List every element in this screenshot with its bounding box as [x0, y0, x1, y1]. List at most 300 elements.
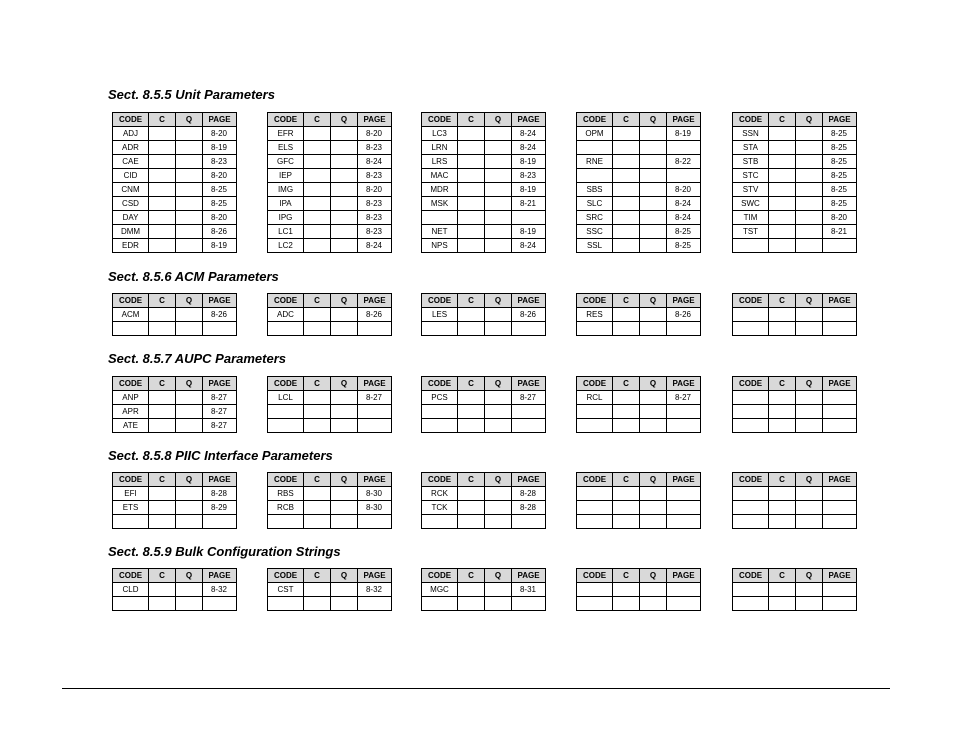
header-page: PAGE: [512, 473, 546, 487]
header-c: C: [613, 113, 640, 127]
cell-c: [304, 239, 331, 253]
table-row: [733, 419, 857, 433]
header-code: CODE: [577, 569, 613, 583]
cell-code: [422, 419, 458, 433]
cell-c: [769, 155, 796, 169]
cell-c: [304, 183, 331, 197]
cell-q: [485, 197, 512, 211]
cell-code: NET: [422, 225, 458, 239]
header-q: Q: [176, 377, 203, 391]
cell-code: [268, 322, 304, 336]
code-table: [421, 472, 546, 529]
header-q: Q: [176, 473, 203, 487]
cell-q: [176, 322, 203, 336]
cell-page: 8-26: [203, 225, 237, 239]
cell-c: [149, 141, 176, 155]
cell-code: ATE: [113, 419, 149, 433]
header-code: CODE: [577, 294, 613, 308]
header-c: C: [458, 294, 485, 308]
cell-page: 8-25: [203, 197, 237, 211]
table-header-row: [422, 294, 546, 308]
table-row: [268, 322, 392, 336]
header-c: C: [149, 377, 176, 391]
header-q: Q: [485, 294, 512, 308]
table-row: [733, 515, 857, 529]
header-c: C: [149, 569, 176, 583]
cell-page: 8-24: [667, 197, 701, 211]
table-row: [268, 405, 392, 419]
header-code: CODE: [113, 294, 149, 308]
header-page: PAGE: [823, 113, 857, 127]
table-header-row: [268, 377, 392, 391]
cell-q: [796, 419, 823, 433]
cell-code: DMM: [113, 225, 149, 239]
cell-code: [113, 597, 149, 611]
cell-c: [458, 211, 485, 225]
cell-q: [176, 419, 203, 433]
header-q: Q: [640, 294, 667, 308]
cell-q: [640, 239, 667, 253]
header-code: CODE: [422, 569, 458, 583]
header-q: Q: [640, 473, 667, 487]
cell-c: [458, 405, 485, 419]
cell-page: 8-23: [512, 169, 546, 183]
code-table: [732, 568, 857, 611]
table-row: [113, 597, 237, 611]
cell-c: [304, 487, 331, 501]
cell-code: LC1: [268, 225, 304, 239]
table-row: [113, 322, 237, 336]
cell-page: [512, 405, 546, 419]
cell-code: ANP: [113, 391, 149, 405]
cell-c: [613, 597, 640, 611]
header-page: PAGE: [667, 113, 701, 127]
header-q: Q: [796, 294, 823, 308]
table-row: [268, 597, 392, 611]
code-table: [732, 112, 857, 253]
cell-q: [176, 487, 203, 501]
table-row: [113, 419, 237, 433]
header-q: Q: [331, 569, 358, 583]
header-c: C: [458, 473, 485, 487]
table-row: [422, 391, 546, 405]
code-table: [112, 472, 237, 529]
cell-code: MGC: [422, 583, 458, 597]
cell-c: [613, 515, 640, 529]
cell-q: [485, 239, 512, 253]
cell-page: [667, 515, 701, 529]
cell-c: [149, 169, 176, 183]
table-header-row: [113, 377, 237, 391]
cell-page: 8-23: [358, 211, 392, 225]
cell-c: [149, 155, 176, 169]
table-row: [113, 583, 237, 597]
cell-page: 8-20: [203, 211, 237, 225]
code-table: [267, 568, 392, 611]
cell-page: 8-20: [203, 169, 237, 183]
cell-code: CSD: [113, 197, 149, 211]
cell-c: [613, 169, 640, 183]
cell-page: 8-25: [823, 155, 857, 169]
cell-page: [358, 405, 392, 419]
cell-c: [613, 405, 640, 419]
header-code: CODE: [577, 113, 613, 127]
header-page: PAGE: [667, 473, 701, 487]
header-page: PAGE: [823, 473, 857, 487]
table-row: [268, 391, 392, 405]
table-row: [113, 183, 237, 197]
table-row: [422, 211, 546, 225]
table-row: [733, 501, 857, 515]
header-page: PAGE: [512, 569, 546, 583]
code-table: [421, 112, 546, 253]
header-code: CODE: [733, 113, 769, 127]
cell-q: [485, 405, 512, 419]
cell-c: [769, 487, 796, 501]
cell-c: [613, 583, 640, 597]
header-code: CODE: [422, 294, 458, 308]
cell-page: 8-23: [358, 225, 392, 239]
cell-code: PCS: [422, 391, 458, 405]
table-row: [733, 322, 857, 336]
cell-page: 8-26: [203, 308, 237, 322]
table-row: [577, 183, 701, 197]
header-page: PAGE: [203, 113, 237, 127]
table-row: [422, 183, 546, 197]
table-row: [577, 239, 701, 253]
cell-q: [176, 183, 203, 197]
cell-page: 8-23: [358, 197, 392, 211]
cell-q: [331, 155, 358, 169]
header-page: PAGE: [823, 569, 857, 583]
header-c: C: [769, 377, 796, 391]
header-q: Q: [331, 294, 358, 308]
cell-c: [769, 169, 796, 183]
cell-code: [577, 419, 613, 433]
table-header-row: [422, 113, 546, 127]
table-row: [113, 405, 237, 419]
cell-c: [769, 308, 796, 322]
header-c: C: [613, 473, 640, 487]
code-table: [267, 112, 392, 253]
header-q: Q: [485, 377, 512, 391]
cell-page: [823, 597, 857, 611]
cell-page: 8-24: [358, 239, 392, 253]
table-row: [733, 169, 857, 183]
cell-q: [176, 127, 203, 141]
cell-c: [613, 197, 640, 211]
header-q: Q: [331, 377, 358, 391]
cell-q: [331, 501, 358, 515]
code-table: [732, 293, 857, 336]
header-page: PAGE: [667, 569, 701, 583]
table-row: [733, 597, 857, 611]
cell-q: [640, 419, 667, 433]
cell-q: [640, 155, 667, 169]
table-row: [422, 583, 546, 597]
cell-code: TIM: [733, 211, 769, 225]
cell-code: EFI: [113, 487, 149, 501]
cell-q: [176, 391, 203, 405]
header-code: CODE: [422, 377, 458, 391]
table-header-row: [422, 569, 546, 583]
header-code: CODE: [113, 569, 149, 583]
cell-code: [733, 515, 769, 529]
cell-c: [149, 515, 176, 529]
cell-page: 8-23: [358, 141, 392, 155]
cell-page: 8-28: [203, 487, 237, 501]
table-row: [113, 515, 237, 529]
cell-q: [485, 583, 512, 597]
cell-c: [769, 597, 796, 611]
cell-page: 8-19: [667, 127, 701, 141]
cell-page: 8-24: [667, 211, 701, 225]
cell-c: [769, 419, 796, 433]
table-row: [577, 322, 701, 336]
cell-q: [640, 322, 667, 336]
header-c: C: [149, 473, 176, 487]
table-row: [577, 487, 701, 501]
header-q: Q: [176, 569, 203, 583]
cell-c: [458, 141, 485, 155]
cell-c: [304, 583, 331, 597]
cell-page: 8-26: [667, 308, 701, 322]
cell-code: IMG: [268, 183, 304, 197]
table-row: [422, 501, 546, 515]
cell-q: [796, 308, 823, 322]
cell-page: [823, 308, 857, 322]
table-row: [422, 141, 546, 155]
cell-c: [304, 127, 331, 141]
cell-c: [458, 225, 485, 239]
cell-page: 8-26: [512, 308, 546, 322]
cell-c: [149, 583, 176, 597]
cell-c: [613, 487, 640, 501]
cell-page: 8-20: [667, 183, 701, 197]
table-row: [577, 597, 701, 611]
cell-c: [458, 169, 485, 183]
table-row: [422, 597, 546, 611]
header-page: PAGE: [203, 473, 237, 487]
cell-page: 8-25: [823, 141, 857, 155]
code-table: [576, 112, 701, 253]
cell-page: [667, 169, 701, 183]
cell-code: [113, 515, 149, 529]
cell-q: [176, 501, 203, 515]
header-page: PAGE: [667, 377, 701, 391]
cell-q: [331, 225, 358, 239]
table-row: [268, 141, 392, 155]
cell-page: [358, 322, 392, 336]
header-q: Q: [796, 113, 823, 127]
table-row: [733, 239, 857, 253]
cell-c: [149, 391, 176, 405]
table-header-row: [733, 294, 857, 308]
code-table: [576, 293, 701, 336]
code-table: [732, 472, 857, 529]
table-row: [268, 239, 392, 253]
cell-q: [331, 487, 358, 501]
cell-q: [331, 515, 358, 529]
header-page: PAGE: [203, 294, 237, 308]
table-header-row: [268, 473, 392, 487]
table-header-row: [577, 294, 701, 308]
cell-page: [823, 487, 857, 501]
cell-code: MDR: [422, 183, 458, 197]
table-row: [577, 141, 701, 155]
header-page: PAGE: [512, 377, 546, 391]
code-table: [576, 376, 701, 433]
section-heading-unit-parameters: Sect. 8.5.5 Unit Parameters: [108, 87, 275, 102]
cell-c: [458, 239, 485, 253]
cell-c: [304, 391, 331, 405]
cell-code: STV: [733, 183, 769, 197]
cell-code: LC2: [268, 239, 304, 253]
table-row: [577, 169, 701, 183]
cell-c: [769, 322, 796, 336]
cell-code: ADR: [113, 141, 149, 155]
section-heading-acm-parameters: Sect. 8.5.6 ACM Parameters: [108, 269, 279, 284]
cell-code: [577, 501, 613, 515]
section-heading-piic-interface-parameters: Sect. 8.5.8 PIIC Interface Parameters: [108, 448, 333, 463]
header-q: Q: [331, 473, 358, 487]
cell-page: 8-27: [203, 391, 237, 405]
table-row: [422, 225, 546, 239]
cell-q: [640, 183, 667, 197]
cell-page: 8-27: [358, 391, 392, 405]
table-row: [422, 197, 546, 211]
cell-code: SSN: [733, 127, 769, 141]
cell-page: 8-20: [203, 127, 237, 141]
cell-c: [304, 197, 331, 211]
cell-code: [422, 515, 458, 529]
header-page: PAGE: [358, 294, 392, 308]
cell-q: [331, 322, 358, 336]
header-code: CODE: [113, 473, 149, 487]
cell-code: RBS: [268, 487, 304, 501]
cell-c: [458, 322, 485, 336]
table-row: [577, 391, 701, 405]
header-c: C: [613, 294, 640, 308]
cell-code: RNE: [577, 155, 613, 169]
cell-q: [485, 419, 512, 433]
table-row: [733, 211, 857, 225]
cell-q: [485, 141, 512, 155]
cell-q: [176, 211, 203, 225]
table-row: [422, 127, 546, 141]
code-table: [576, 472, 701, 529]
cell-page: [667, 583, 701, 597]
cell-q: [485, 501, 512, 515]
table-row: [113, 197, 237, 211]
cell-c: [769, 183, 796, 197]
header-c: C: [304, 569, 331, 583]
cell-c: [149, 239, 176, 253]
cell-page: 8-27: [512, 391, 546, 405]
cell-code: EDR: [113, 239, 149, 253]
cell-code: MSK: [422, 197, 458, 211]
code-table: [112, 112, 237, 253]
cell-page: [512, 322, 546, 336]
code-table: [112, 293, 237, 336]
table-row: [268, 419, 392, 433]
header-code: CODE: [268, 473, 304, 487]
cell-page: 8-24: [512, 141, 546, 155]
header-code: CODE: [268, 113, 304, 127]
header-code: CODE: [422, 113, 458, 127]
cell-q: [485, 155, 512, 169]
header-q: Q: [485, 569, 512, 583]
table-header-row: [733, 113, 857, 127]
header-page: PAGE: [823, 294, 857, 308]
header-code: CODE: [733, 294, 769, 308]
cell-page: 8-28: [512, 501, 546, 515]
cell-page: 8-20: [358, 183, 392, 197]
cell-c: [149, 308, 176, 322]
cell-c: [613, 225, 640, 239]
cell-code: LCL: [268, 391, 304, 405]
header-code: CODE: [733, 569, 769, 583]
cell-c: [769, 583, 796, 597]
cell-c: [304, 155, 331, 169]
cell-c: [769, 405, 796, 419]
section-heading-bulk-configuration-strings: Sect. 8.5.9 Bulk Configuration Strings: [108, 544, 341, 559]
cell-page: 8-27: [203, 419, 237, 433]
code-table: [421, 293, 546, 336]
cell-code: DAY: [113, 211, 149, 225]
cell-q: [796, 391, 823, 405]
cell-code: RCL: [577, 391, 613, 405]
table-row: [733, 225, 857, 239]
cell-code: ACM: [113, 308, 149, 322]
table-row: [422, 155, 546, 169]
header-q: Q: [640, 377, 667, 391]
table-row: [577, 583, 701, 597]
cell-page: 8-19: [512, 225, 546, 239]
header-c: C: [458, 569, 485, 583]
cell-code: [422, 597, 458, 611]
table-row: [733, 197, 857, 211]
header-q: Q: [485, 473, 512, 487]
header-code: CODE: [268, 294, 304, 308]
footer-divider: [62, 688, 890, 689]
cell-code: [422, 405, 458, 419]
cell-page: [512, 419, 546, 433]
cell-c: [769, 391, 796, 405]
table-row: [113, 155, 237, 169]
table-row: [733, 183, 857, 197]
cell-q: [176, 197, 203, 211]
code-table: [267, 293, 392, 336]
cell-q: [331, 197, 358, 211]
cell-page: 8-21: [512, 197, 546, 211]
cell-c: [304, 141, 331, 155]
cell-q: [796, 183, 823, 197]
cell-c: [304, 225, 331, 239]
cell-q: [176, 239, 203, 253]
cell-code: IPG: [268, 211, 304, 225]
cell-q: [176, 405, 203, 419]
cell-page: 8-25: [667, 225, 701, 239]
cell-q: [796, 322, 823, 336]
cell-page: [667, 597, 701, 611]
cell-q: [176, 515, 203, 529]
table-header-row: [268, 569, 392, 583]
header-c: C: [769, 294, 796, 308]
cell-code: OPM: [577, 127, 613, 141]
cell-c: [769, 225, 796, 239]
cell-code: IEP: [268, 169, 304, 183]
